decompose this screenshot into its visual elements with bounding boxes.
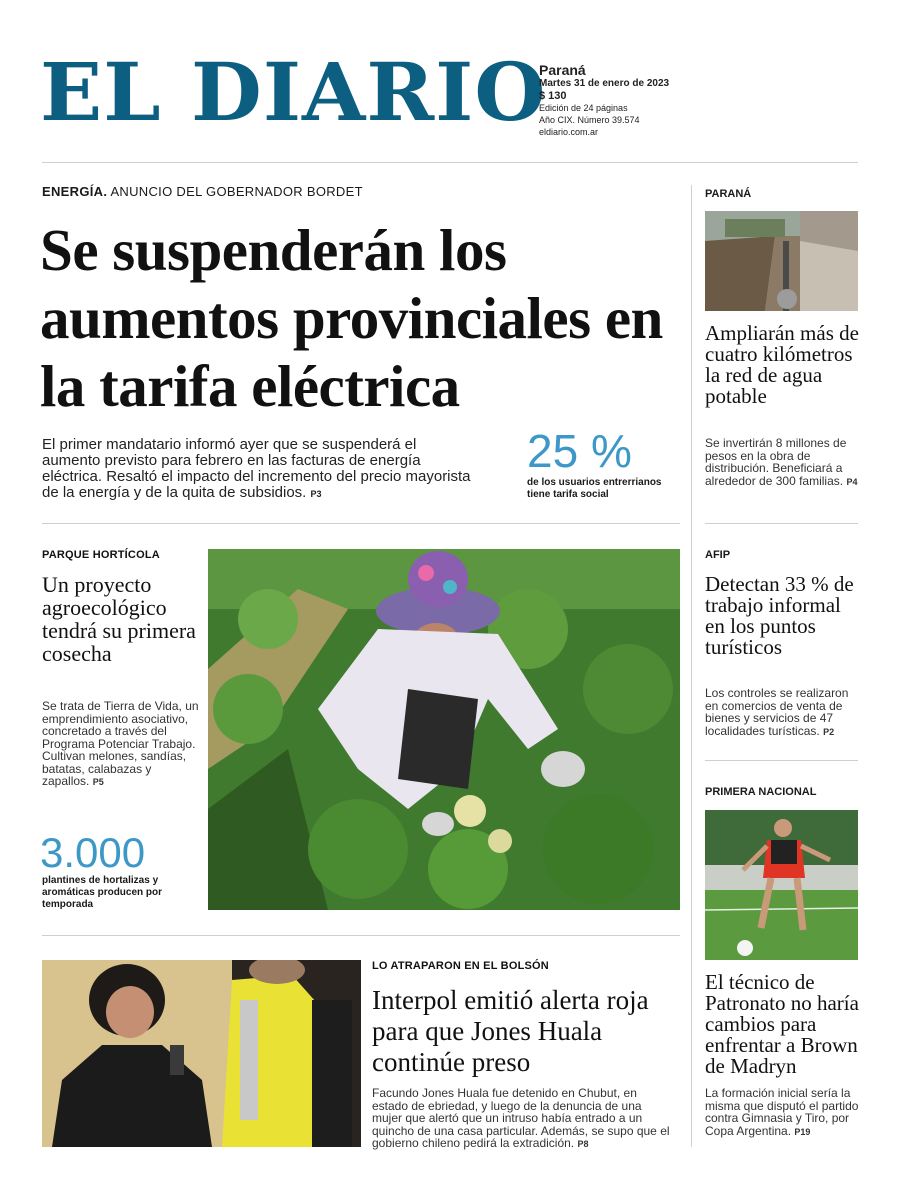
edition-price: $ 130 (539, 90, 567, 102)
edition-pages: Edición de 24 páginas (539, 103, 628, 113)
sidebar-divider-1 (705, 523, 858, 524)
middle-text (42, 700, 202, 789)
main-lede (42, 437, 472, 502)
main-headline[interactable]: Se suspenderán los aumentos provinciales en la tarifa eléctrica (40, 217, 663, 419)
sidebar-page-primera[interactable]: P19 (794, 1126, 811, 1137)
middle-divider (42, 935, 680, 936)
farmer-photo[interactable] (208, 549, 680, 910)
edition-date: Martes 31 de enero de 2023 (539, 78, 670, 89)
sidebar-divider-2 (705, 760, 858, 761)
middle-stat-caption: plantines de hortalizas y aromáticas producen por temporada (42, 875, 163, 910)
sidebar-page-afip[interactable]: P2 (823, 726, 835, 737)
edition-info (539, 62, 739, 138)
main-kicker-text: ANUNCIO DEL GOBERNADOR BORDET (110, 184, 363, 199)
main-divider (42, 523, 680, 524)
sidebar-page-parana[interactable]: P4 (846, 476, 858, 487)
main-stat-value: 25 % (527, 425, 632, 477)
main-lede-text: El primer mandatario informó ayer que se suspenderá el aumento previsto para febrero en las facturas de energía eléctrica. Resaltó el impacto del incremento del precio mayorista de la energía y de la quita de subsidios. (42, 436, 471, 501)
sidebar-headline-afip[interactable]: Detectan 33 % de trabajo informal en los puntos turísticos (705, 572, 854, 659)
newspaper-logo[interactable]: EL DIARIO (40, 45, 547, 139)
sidebar-body-primera: La formación inicial sería la misma que disputó el partido contra Gimnasia y Tiro, por Copa Argentina. (705, 1086, 859, 1138)
sidebar-headline-parana[interactable]: Ampliarán más de cuatro kilómetros la red de agua potable (705, 321, 859, 408)
jones-huala-image (42, 960, 361, 1147)
sidebar-body-afip: Los controles se realizaron en comercios de venta de bienes y servicios de 47 localidades turísticas. (705, 686, 849, 738)
edition-issue: Año CIX. Número 39.574 (539, 115, 640, 125)
water-pipe-photo[interactable] (705, 211, 858, 311)
edition-website[interactable]: eldiario.com.ar (539, 127, 599, 137)
water-pipe-image (705, 211, 858, 311)
bottom-body: Facundo Jones Huala fue detenido en Chubut, en estado de ebriedad, y luego de la denuncia de una mujer que alertó que un intruso había entrado a un quincho de una casa particular. Además, se supo que el gobierno chileno pedirá la extradición. (372, 1086, 670, 1150)
main-stat-caption: de los usuarios entrerrianos tiene tarifa social (527, 477, 662, 500)
bottom-headline[interactable]: Interpol emitió alerta roja para que Jones Huala continúe preso (372, 985, 649, 1077)
column-divider (691, 185, 692, 1147)
middle-stat-value: 3.000 (40, 829, 146, 876)
masthead-divider (42, 162, 858, 163)
sidebar-kicker-parana: PARANÁ (705, 188, 752, 200)
sidebar-kicker-primera: PRIMERA NACIONAL (705, 786, 817, 798)
middle-kicker: PARQUE HORTÍCOLA (42, 549, 160, 561)
main-page-ref[interactable]: P3 (310, 489, 322, 499)
bottom-page-ref[interactable]: P8 (577, 1139, 589, 1149)
middle-headline[interactable]: Un proyecto agroecológico tendrá su primera cosecha (42, 572, 196, 666)
jones-huala-photo[interactable] (42, 960, 361, 1147)
sidebar-body-parana: Se invertirán 8 millones de pesos en la obra de distribución. Beneficiará a alrededor de 300 familias. (705, 436, 847, 488)
middle-page-ref[interactable]: P5 (92, 777, 104, 787)
football-image (705, 810, 858, 960)
farmer-image (208, 549, 680, 910)
bottom-kicker: LO ATRAPARON EN EL BOLSÓN (372, 960, 549, 972)
sidebar-kicker-afip: AFIP (705, 549, 731, 561)
football-photo[interactable] (705, 810, 858, 960)
sidebar-text-primera (705, 1087, 865, 1138)
sidebar-text-parana (705, 437, 865, 488)
sidebar-headline-primera[interactable]: El técnico de Patronato no haría cambios para enfrentar a Brown de Madryn (705, 970, 859, 1078)
main-section: ENERGÍA. (42, 184, 108, 199)
bottom-text (372, 1087, 672, 1151)
middle-body: Se trata de Tierra de Vida, un emprendimiento asociativo, concretado a través del Programa Potenciar Trabajo. Cultivan melones, sandías, batatas, calabazas y zapallos. (42, 699, 199, 788)
main-kicker (42, 184, 363, 199)
sidebar-text-afip (705, 687, 865, 738)
edition-city: Paraná (539, 62, 586, 78)
